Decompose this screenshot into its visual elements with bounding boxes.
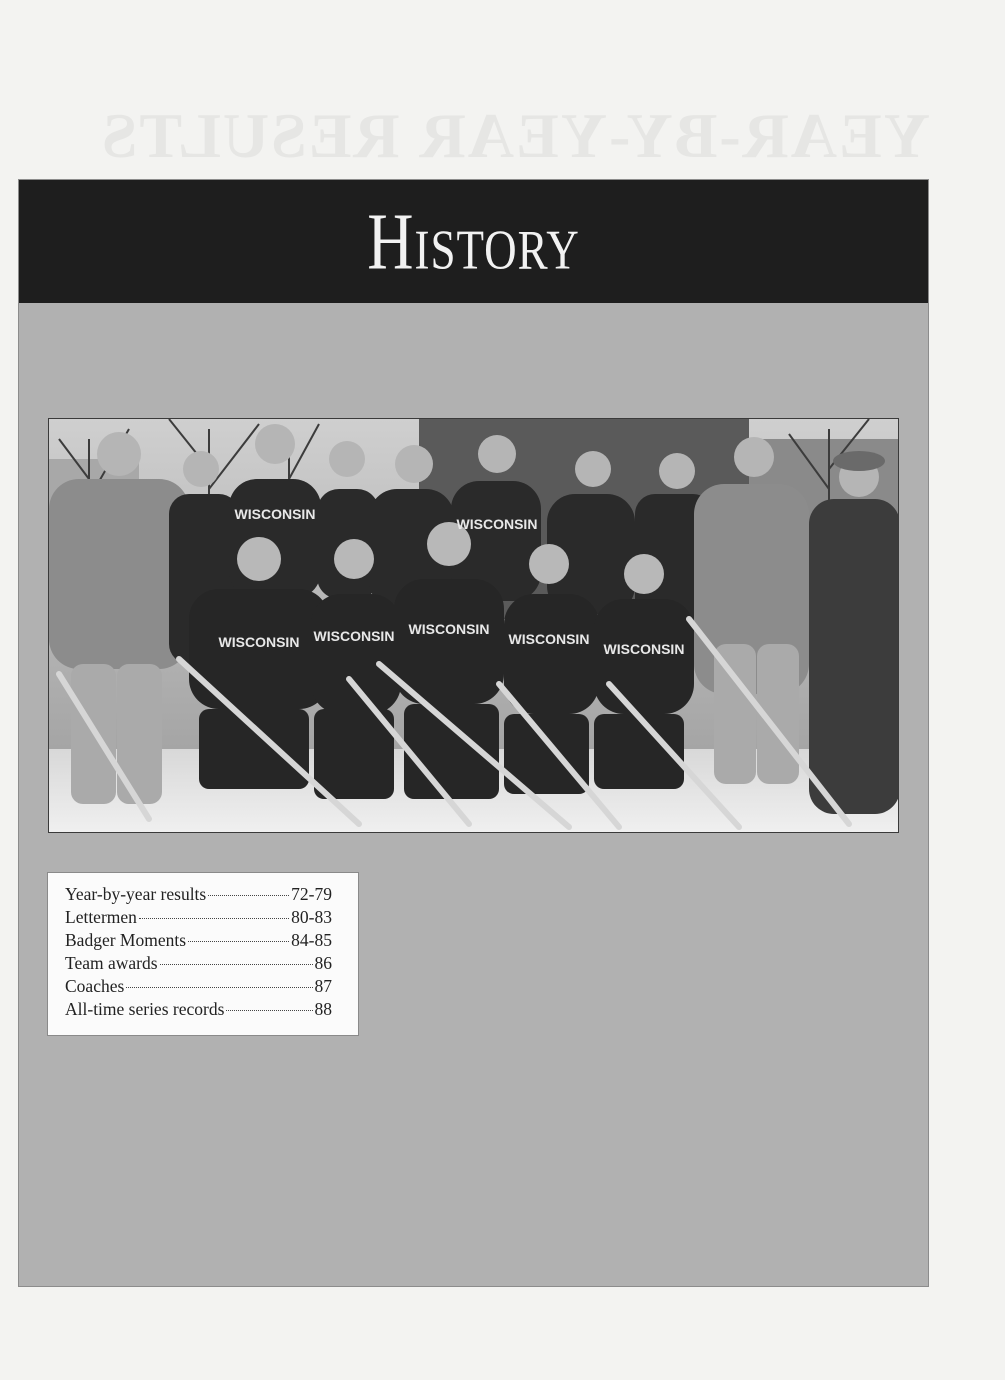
toc-item (65, 906, 332, 929)
jersey-lettering: WISCONSIN (508, 631, 590, 647)
table-of-contents (47, 872, 359, 1036)
toc-pages: 80-83 (291, 907, 332, 927)
title-band (19, 180, 928, 303)
toc-label: Badger Moments (65, 930, 187, 950)
toc-leader (160, 964, 313, 965)
team-photo (48, 418, 899, 833)
toc-label: Team awards (65, 953, 158, 973)
jersey-lettering: WISCONSIN (456, 516, 538, 532)
toc-item (65, 883, 332, 906)
toc-leader (188, 941, 289, 942)
toc-leader (208, 895, 289, 896)
toc-item (65, 952, 332, 975)
jersey-lettering: WISCONSIN (234, 506, 316, 522)
toc-leader (126, 987, 312, 988)
toc-label: Lettermen (65, 907, 137, 927)
toc-label: Coaches (65, 976, 125, 996)
section-title: History (367, 196, 580, 286)
section-panel (18, 179, 929, 1287)
toc-label: Year-by-year results (65, 884, 207, 904)
team-photo-illustration (49, 419, 899, 833)
jersey-lettering: WISCONSIN (408, 621, 490, 637)
toc-leader (139, 918, 289, 919)
toc-pages: 84-85 (291, 930, 332, 950)
toc-label: All-time series records (65, 999, 225, 1019)
toc-pages: 87 (314, 976, 332, 996)
jersey-lettering: WISCONSIN (218, 634, 300, 650)
show-through-text: YEAR-BY-YEAR RESULTS (99, 100, 930, 171)
toc-pages: 88 (314, 999, 332, 1019)
toc-pages: 72-79 (291, 884, 332, 904)
jersey-lettering: WISCONSIN (313, 628, 395, 644)
toc-leader (226, 1010, 312, 1011)
toc-pages: 86 (314, 953, 332, 973)
toc-item (65, 929, 332, 952)
toc-item (65, 975, 332, 998)
jersey-lettering: WISCONSIN (603, 641, 685, 657)
toc-item (65, 998, 332, 1021)
